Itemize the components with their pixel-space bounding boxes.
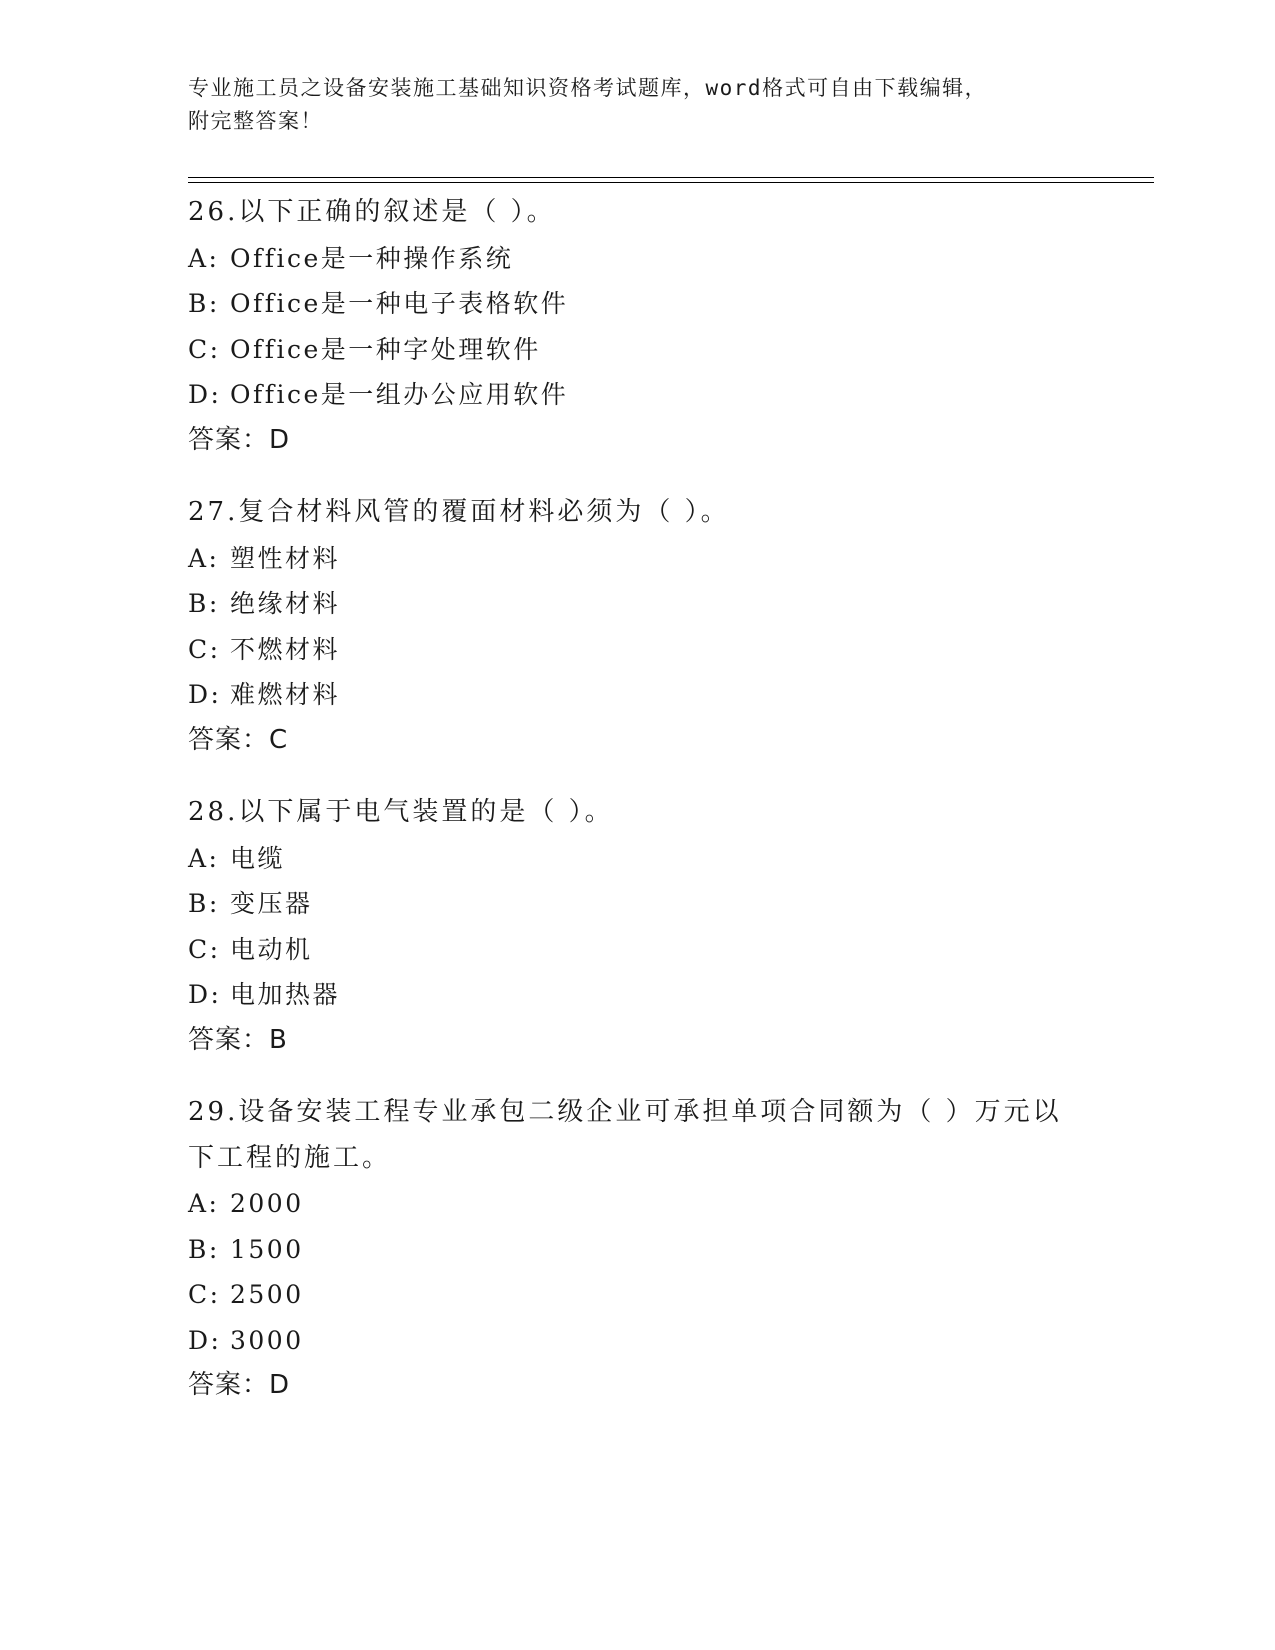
answer-line: 答案：D bbox=[188, 424, 291, 455]
option-text: Office是一组办公应用软件 bbox=[230, 380, 569, 409]
option-letter: A: bbox=[188, 843, 220, 873]
option-text: Office是一种电子表格软件 bbox=[230, 289, 569, 318]
option-text: 电加热器 bbox=[230, 980, 341, 1009]
question-stem: 28.以下属于电气装置的是（ ）。 bbox=[188, 797, 614, 827]
option-text: 3000 bbox=[230, 1325, 304, 1355]
question-stem: 26.以下正确的叙述是（ ）。 bbox=[188, 197, 556, 227]
option-b bbox=[188, 581, 1088, 627]
option-text: 1500 bbox=[230, 1234, 304, 1264]
option-text: 2000 bbox=[230, 1189, 304, 1218]
option-c bbox=[188, 927, 1088, 973]
option-a bbox=[188, 836, 1088, 882]
option-letter: C: bbox=[188, 334, 221, 364]
option-letter: D: bbox=[188, 380, 222, 409]
option-letter: D: bbox=[188, 980, 222, 1009]
option-letter: B: bbox=[188, 889, 220, 918]
option-c bbox=[188, 1272, 1088, 1318]
question-26 bbox=[188, 190, 1088, 463]
header-line-2: 附完整答案！ bbox=[188, 109, 323, 133]
option-letter: B: bbox=[188, 1234, 220, 1264]
option-letter: D: bbox=[188, 1325, 222, 1355]
option-b bbox=[188, 1227, 1088, 1273]
option-d bbox=[188, 972, 1088, 1018]
option-text: 塑性材料 bbox=[230, 543, 341, 573]
option-letter: B: bbox=[188, 289, 220, 318]
document-header bbox=[188, 72, 1088, 138]
option-letter: D: bbox=[188, 680, 222, 709]
question-stem: 27.复合材料风管的覆面材料必须为（ ）。 bbox=[188, 497, 730, 527]
option-d bbox=[188, 1318, 1088, 1364]
option-text: 2500 bbox=[230, 1280, 304, 1309]
option-text: 绝缘材料 bbox=[230, 589, 341, 618]
option-letter: C: bbox=[188, 934, 221, 964]
option-letter: A: bbox=[188, 243, 220, 273]
option-text: 难燃材料 bbox=[230, 680, 341, 709]
header-divider-bottom bbox=[188, 182, 1154, 183]
option-text: 不燃材料 bbox=[230, 634, 341, 664]
answer-line: 答案：B bbox=[188, 1024, 288, 1055]
question-stem-line-1: 29.设备安装工程专业承包二级企业可承担单项合同额为（ ）万元以 bbox=[188, 1097, 1062, 1127]
option-a bbox=[188, 536, 1088, 582]
option-b bbox=[188, 881, 1088, 927]
option-c bbox=[188, 327, 1088, 373]
option-text: Office是一种操作系统 bbox=[230, 243, 514, 273]
option-text: 电缆 bbox=[230, 843, 286, 873]
option-letter: C: bbox=[188, 634, 221, 664]
answer-line: 答案：D bbox=[188, 1370, 291, 1400]
option-d bbox=[188, 672, 1088, 718]
option-text: 变压器 bbox=[230, 889, 313, 918]
option-letter: A: bbox=[188, 543, 220, 573]
option-text: Office是一种字处理软件 bbox=[230, 334, 541, 364]
option-letter: B: bbox=[188, 589, 220, 618]
option-d bbox=[188, 372, 1088, 418]
option-a bbox=[188, 1181, 1088, 1227]
question-29 bbox=[188, 1090, 1088, 1409]
header-divider-top bbox=[188, 177, 1154, 178]
option-letter: C: bbox=[188, 1280, 221, 1309]
question-stem-line-2: 下工程的施工。 bbox=[188, 1142, 392, 1173]
option-a bbox=[188, 236, 1088, 282]
question-27 bbox=[188, 490, 1088, 763]
option-c bbox=[188, 627, 1088, 673]
header-line-1: 专业施工员之设备安装施工基础知识资格考试题库，word格式可自由下载编辑， bbox=[188, 76, 988, 100]
answer-line: 答案：C bbox=[188, 724, 289, 755]
option-letter: A: bbox=[188, 1189, 220, 1218]
option-text: 电动机 bbox=[230, 934, 313, 964]
option-b bbox=[188, 281, 1088, 327]
question-28 bbox=[188, 790, 1088, 1063]
question-list bbox=[188, 190, 1088, 1436]
